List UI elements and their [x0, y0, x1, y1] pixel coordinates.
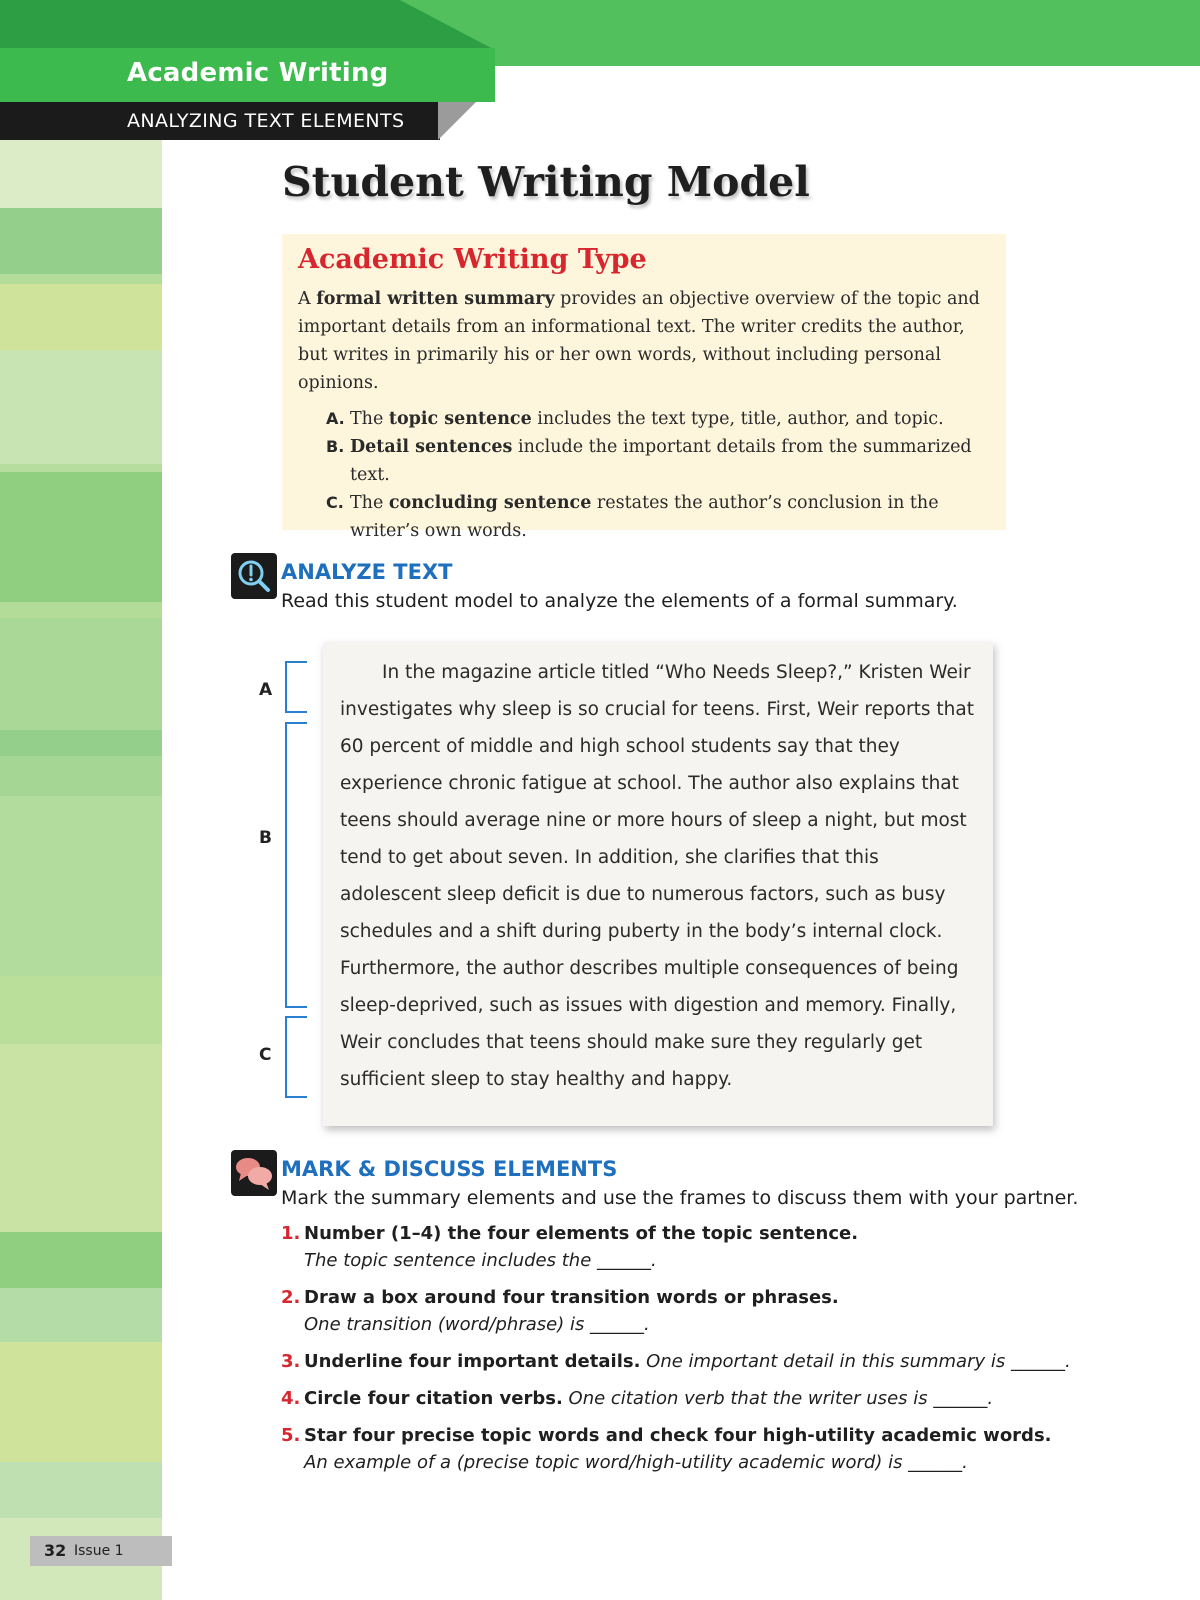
- item-pre: The: [350, 409, 389, 429]
- discussion-items: [281, 1220, 1101, 1486]
- student-model-text: In the magazine article titled “Who Needs Sleep?,” Kristen Weir investigates why sleep is so crucial for teens. First, Weir reports that 60 percent of middle and high school students say that they experience chronic fatigue at school. The author also explains that teens should average nine or more hours of sleep a night, but most tend to get about seven. In addition, she clarifies that this adolescent sleep deficit is due to numerous factors, such as busy schedules and a shift during puberty in the body’s internal clock. Furthermore, the author describes multiple consequences of being sleep-deprived, such as issues with digestion and memory. Finally, Weir concludes that teens should make sure they regularly get sufficient sleep to stay healthy and happy.: [340, 662, 974, 1090]
- desc-term: formal written summary: [316, 289, 555, 309]
- item-instruction: Number (1–4) the four elements of the topic sentence.: [304, 1223, 859, 1244]
- stripe: [0, 472, 162, 602]
- page-title: Student Writing Model: [282, 158, 810, 206]
- stripe: [0, 730, 162, 756]
- analyze-text-heading: ANALYZE TEXT: [281, 560, 453, 584]
- item-term: Detail sentences: [350, 437, 513, 457]
- subsection-title: ANALYZING TEXT ELEMENTS: [127, 110, 405, 132]
- desc-prefix: A: [298, 289, 317, 309]
- item-frame: One citation verb that the writer uses is ______.: [568, 1388, 994, 1409]
- writing-type-box: [282, 234, 1006, 541]
- discussion-item: [281, 1348, 1101, 1375]
- subsection-band-corner: [438, 102, 476, 140]
- writing-type-heading: Academic Writing Type: [298, 244, 647, 275]
- item-instruction: Underline four important details.: [304, 1351, 641, 1372]
- stripe: [0, 1232, 162, 1288]
- mark-discuss-heading: MARK & DISCUSS ELEMENTS: [281, 1157, 618, 1181]
- item-number: 1.: [281, 1223, 301, 1244]
- item-instruction: Draw a box around four transition words or phrases.: [304, 1287, 839, 1308]
- left-stripes: [0, 140, 162, 1600]
- item-post: includes the text type, title, author, and topic.: [531, 409, 944, 429]
- stripe: [0, 1462, 162, 1518]
- bracket-label-a: A: [259, 680, 273, 700]
- discussion-item: [281, 1385, 1101, 1412]
- list-item: [326, 433, 990, 489]
- writing-type-list: [326, 405, 990, 545]
- item-instruction: Star four precise topic words and check four high-utility academic words.: [304, 1425, 1052, 1446]
- discussion-item: [281, 1220, 1101, 1274]
- list-letter: B.: [326, 437, 345, 456]
- discussion-item: [281, 1284, 1101, 1338]
- list-letter: C.: [326, 493, 344, 512]
- item-number: 5.: [281, 1425, 301, 1446]
- stripe: [0, 464, 162, 472]
- item-number: 3.: [281, 1351, 301, 1372]
- list-letter: A.: [326, 409, 345, 428]
- discussion-item: [281, 1422, 1101, 1476]
- item-frame: The topic sentence includes the ______.: [304, 1250, 657, 1271]
- item-instruction: Circle four citation verbs.: [304, 1388, 563, 1409]
- item-frame: An example of a (precise topic word/high-utility academic word) is ______.: [304, 1452, 968, 1473]
- item-number: 2.: [281, 1287, 301, 1308]
- item-term: concluding sentence: [388, 493, 592, 513]
- page-number: 32: [44, 1541, 67, 1560]
- writing-type-description: [298, 285, 990, 397]
- mark-discuss-instruction: Mark the summary elements and use the frames to discuss them with your partner.: [281, 1187, 1079, 1209]
- stripe: [0, 756, 162, 796]
- bracket-label-c: C: [259, 1045, 272, 1065]
- stripe: [0, 796, 162, 976]
- item-frame: One transition (word/phrase) is ______.: [304, 1314, 650, 1335]
- item-pre: The: [350, 493, 389, 513]
- stripe: [0, 350, 162, 464]
- item-frame: One important detail in this summary is ______.: [646, 1351, 1071, 1372]
- stripe: [0, 1288, 162, 1342]
- analyze-text-instruction: Read this student model to analyze the elements of a formal summary.: [281, 590, 958, 612]
- bracket-b: [285, 722, 307, 1008]
- bracket-c: [285, 1016, 307, 1098]
- magnifier-icon: [231, 553, 277, 599]
- stripe: [0, 208, 162, 274]
- bracket-label-b: B: [259, 828, 272, 848]
- bracket-a: [285, 661, 307, 713]
- item-post: include the important details from the summarized text.: [350, 437, 972, 485]
- student-model-card: [323, 642, 993, 1126]
- item-post: restates the author’s conclusion in the writer’s own words.: [350, 493, 939, 541]
- desc-rest: provides an objective overview of the topic and important details from an informational text. The writer credits the author, but writes in primarily his or her own words, without including personal opinions.: [298, 289, 980, 393]
- issue-label: Issue 1: [74, 1543, 124, 1559]
- list-item: [326, 405, 990, 433]
- item-term: topic sentence: [388, 409, 532, 429]
- stripe: [0, 1342, 162, 1462]
- list-item: [326, 489, 990, 545]
- stripe: [0, 140, 162, 208]
- stripe: [0, 602, 162, 618]
- stripe: [0, 284, 162, 350]
- item-number: 4.: [281, 1388, 301, 1409]
- stripe: [0, 1044, 162, 1232]
- stripe: [0, 618, 162, 730]
- section-title: Academic Writing: [127, 58, 389, 88]
- speech-bubbles-icon: [231, 1150, 277, 1196]
- stripe: [0, 976, 162, 1044]
- stripe: [0, 274, 162, 284]
